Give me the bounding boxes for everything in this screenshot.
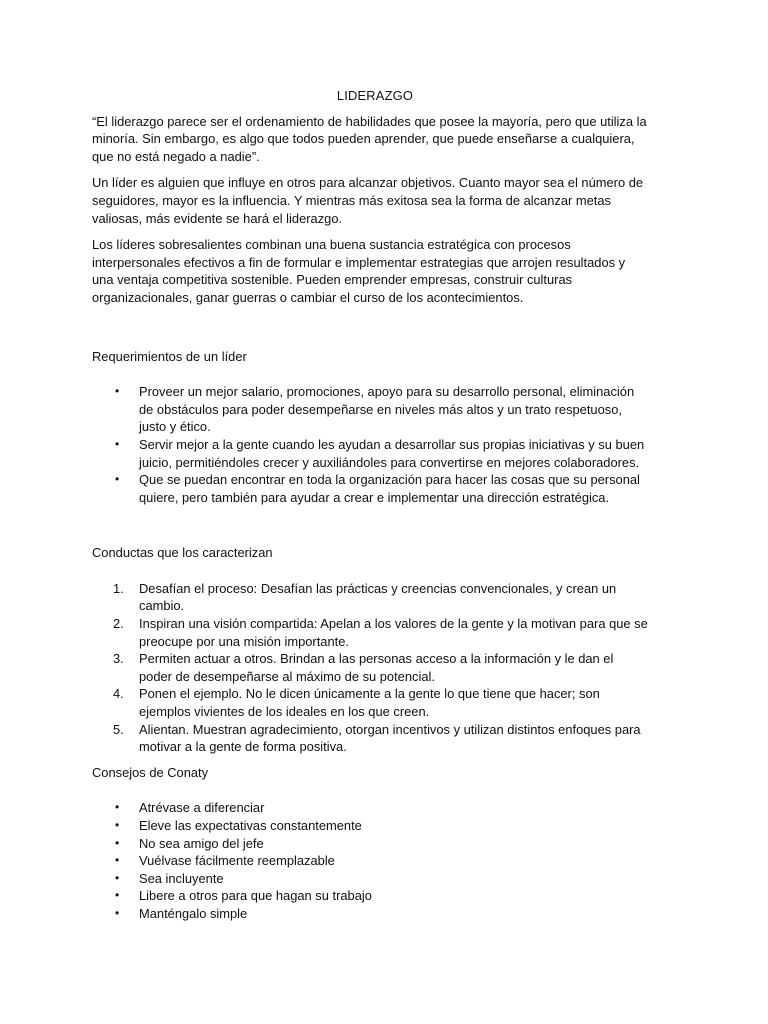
bullet-icon: •	[115, 853, 120, 868]
list-item-text: Alientan. Muestran agradecimiento, otorgan incentivos y utilizan distintos enfoques para motivar a la gente de forma positiva.	[139, 721, 641, 755]
list-item-text: Que se puedan encontrar en toda la organización para hacer las cosas que su personal quiere, pero también para ayudar a crear e implementar una dirección estratégica.	[139, 472, 640, 505]
list-item	[92, 835, 648, 853]
bullet-icon: •	[115, 436, 120, 451]
list-item-text: Servir mejor a la gente cuando les ayudan a desarrollar sus propias iniciativas y su buen juicio, permitiéndoles crecer y auxiliándoles para convertirse en mejores colaboradores.	[139, 436, 645, 470]
bullet-icon: •	[115, 905, 120, 920]
list-number: 1.	[113, 580, 124, 596]
list-item	[92, 615, 648, 650]
list-item-text: Eleve las expectativas constantemente	[139, 818, 362, 833]
bullet-icon: •	[115, 818, 120, 832]
list-item	[92, 580, 648, 615]
list-item-text: Permiten actuar a otros. Brindan a las personas acceso a la información y le dan el poder de desempeñarse al máximo de su potencial.	[139, 651, 614, 684]
list-item-text: Ponen el ejemplo. No le dicen únicamente a la gente lo que tiene que hacer; son ejemplos vivientes de los ideales en los que creen.	[139, 686, 600, 720]
advice-heading: Consejos de Conaty	[92, 764, 209, 780]
list-item	[92, 799, 648, 817]
bullet-icon: •	[115, 800, 120, 815]
requirements-heading: Requerimientos de un líder	[92, 348, 247, 364]
list-item	[92, 905, 648, 923]
list-item	[92, 887, 648, 905]
list-number: 4.	[113, 686, 124, 702]
behaviors-list	[92, 580, 648, 756]
list-item-text: Atrévase a diferenciar	[139, 800, 265, 816]
list-item	[92, 870, 648, 888]
bullet-icon: •	[115, 888, 120, 903]
bullet-icon: •	[115, 870, 120, 885]
list-item-text: Proveer un mejor salario, promociones, apoyo para su desarrollo personal, eliminación de obstáculos para poder desempeñarse en niveles más altos y un trato respetuoso, justo y ético.	[139, 384, 635, 435]
bullet-icon: •	[115, 472, 120, 487]
list-item-text: Vuélvase fácilmente reemplazable	[139, 853, 335, 869]
list-item	[92, 817, 648, 835]
behaviors-heading: Conductas que los caracterizan	[92, 545, 273, 561]
document-title: LIDERAZGO	[336, 88, 414, 103]
quote-paragraph: “El liderazgo parece ser el ordenamiento de habilidades que posee la mayoría, pero que utiliza la minoría. Sin embargo, es algo que todos pueden aprender, que puede enseñarse a cualquiera, que no está negado a nadie”.	[92, 113, 647, 164]
bullet-icon: •	[115, 384, 120, 399]
leader-definition-paragraph: Un líder es alguien que influye en otros para alcanzar objetivos. Cuanto mayor sea el número de seguidores, mayor es la influencia. Y mientras más exitosa sea la forma de alcanzar metas valiosas, más evidente se hará el liderazgo.	[92, 175, 644, 226]
bullet-icon: •	[115, 835, 120, 850]
list-number: 3.	[113, 651, 124, 667]
list-item-text: Desafían el proceso: Desafían las prácticas y creencias convencionales, y crean un cambio.	[139, 580, 617, 614]
list-item	[92, 383, 648, 436]
spacer	[92, 316, 648, 348]
list-item-text: Libere a otros para que hagan su trabajo	[139, 888, 372, 904]
list-item-text: No sea amigo del jefe	[139, 835, 264, 851]
list-number: 5.	[113, 721, 124, 737]
list-item	[92, 721, 648, 756]
list-item	[92, 471, 648, 506]
list-item	[92, 650, 648, 685]
spacer	[92, 514, 648, 544]
advice-list	[92, 799, 648, 922]
list-item-text: Manténgalo simple	[139, 905, 248, 921]
list-item	[92, 436, 648, 471]
list-item	[92, 685, 648, 720]
list-item-text: Sea incluyente	[139, 870, 224, 886]
outstanding-leaders-paragraph: Los líderes sobresalientes combinan una buena sustancia estratégica con procesos interpersonales efectivos a fin de formular e implementar estrategias que arrojen resultados y una ventaja competitiva sostenible. Pueden emprender empresas, construir culturas organizacionales, ganar guerras o cambiar el curso de los acontecimientos.	[92, 237, 626, 305]
list-item-text: Inspiran una visión compartida: Apelan a los valores de la gente y la motivan para que se preocupe por una misión importante.	[139, 616, 648, 649]
list-number: 2.	[113, 616, 124, 632]
requirements-list	[92, 383, 648, 506]
list-item	[92, 852, 648, 870]
